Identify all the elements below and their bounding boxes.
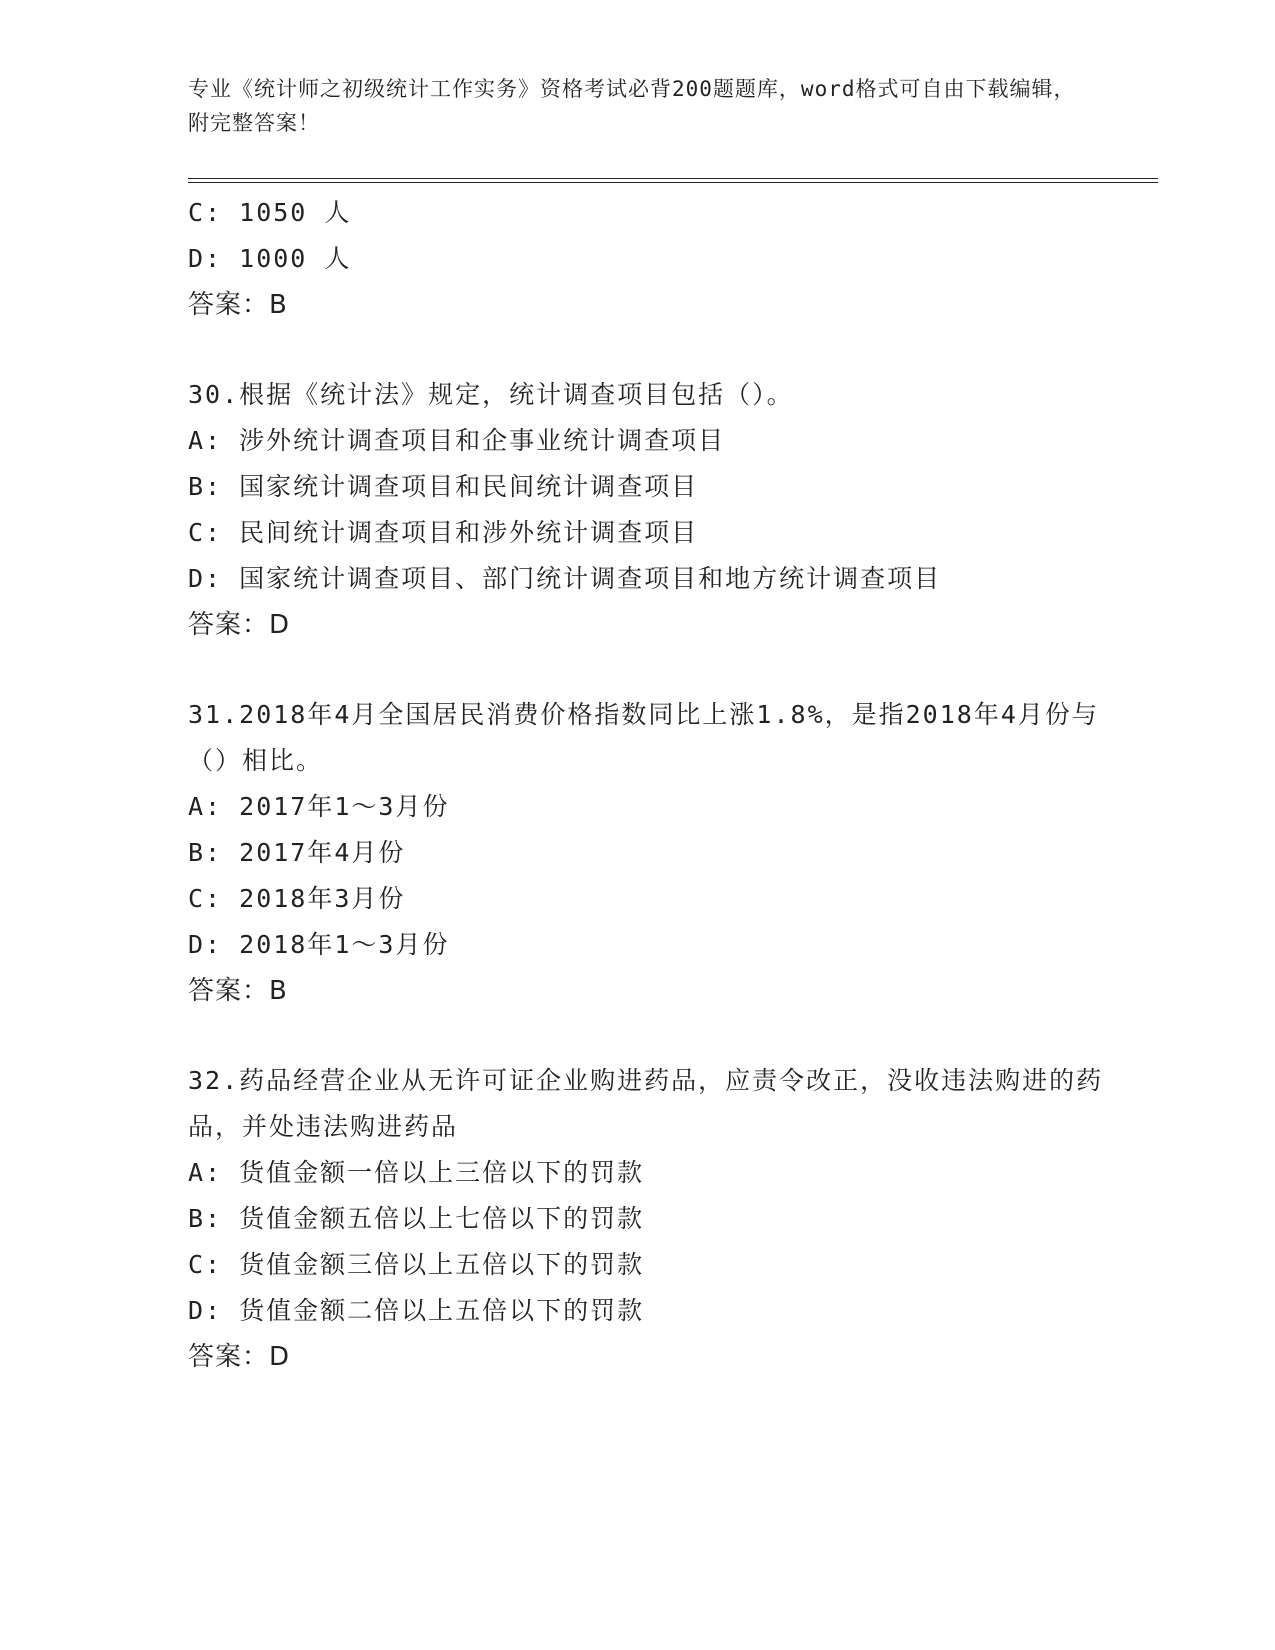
header-divider-bottom (188, 182, 1158, 183)
answer-line: 答案：B (188, 290, 288, 320)
question-list (188, 190, 1108, 1380)
answer-line: 答案：B (188, 976, 288, 1006)
spacer (188, 1014, 1108, 1058)
option-d: D: 货值金额二倍以上五倍以下的罚款 (188, 1296, 645, 1325)
option-b: B: 2017年4月份 (188, 838, 406, 867)
question-block-32 (188, 1058, 1108, 1380)
question-text: 31.2018年4月全国居民消费价格指数同比上涨1.8%，是指2018年4月份与（）相比。 (188, 700, 1099, 775)
question-block-31 (188, 692, 1108, 1014)
answer-line: 答案：D (188, 610, 291, 640)
question-text: 32.药品经营企业从无许可证企业购进药品，应责令改正，没收违法购进的药品，并处违法购进药品 (188, 1066, 1104, 1141)
option-d: D: 国家统计调查项目、部门统计调查项目和地方统计调查项目 (188, 564, 942, 593)
option-c: C: 民间统计调查项目和涉外统计调查项目 (188, 518, 699, 547)
header-divider-top (188, 178, 1158, 179)
option-c: C: 1050 人 (188, 198, 352, 227)
question-block-29 (188, 190, 1108, 328)
option-a: A: 货值金额一倍以上三倍以下的罚款 (188, 1158, 645, 1187)
question-text: 30.根据《统计法》规定，统计调查项目包括（）。 (188, 380, 794, 409)
question-block-30 (188, 372, 1108, 648)
option-b: B: 国家统计调查项目和民间统计调查项目 (188, 472, 699, 501)
option-a: A: 2017年1～3月份 (188, 792, 450, 821)
spacer (188, 648, 1108, 692)
option-c: C: 货值金额三倍以上五倍以下的罚款 (188, 1250, 645, 1279)
option-b: B: 货值金额五倍以上七倍以下的罚款 (188, 1204, 645, 1233)
option-c: C: 2018年3月份 (188, 884, 406, 913)
option-d: D: 2018年1～3月份 (188, 930, 450, 959)
option-d: D: 1000 人 (188, 244, 352, 273)
option-a: A: 涉外统计调查项目和企事业统计调查项目 (188, 426, 726, 455)
spacer (188, 328, 1108, 372)
answer-line: 答案：D (188, 1342, 291, 1372)
document-header: 专业《统计师之初级统计工作实务》资格考试必背200题题库，word格式可自由下载编辑，附完整答案！ (188, 77, 1076, 135)
